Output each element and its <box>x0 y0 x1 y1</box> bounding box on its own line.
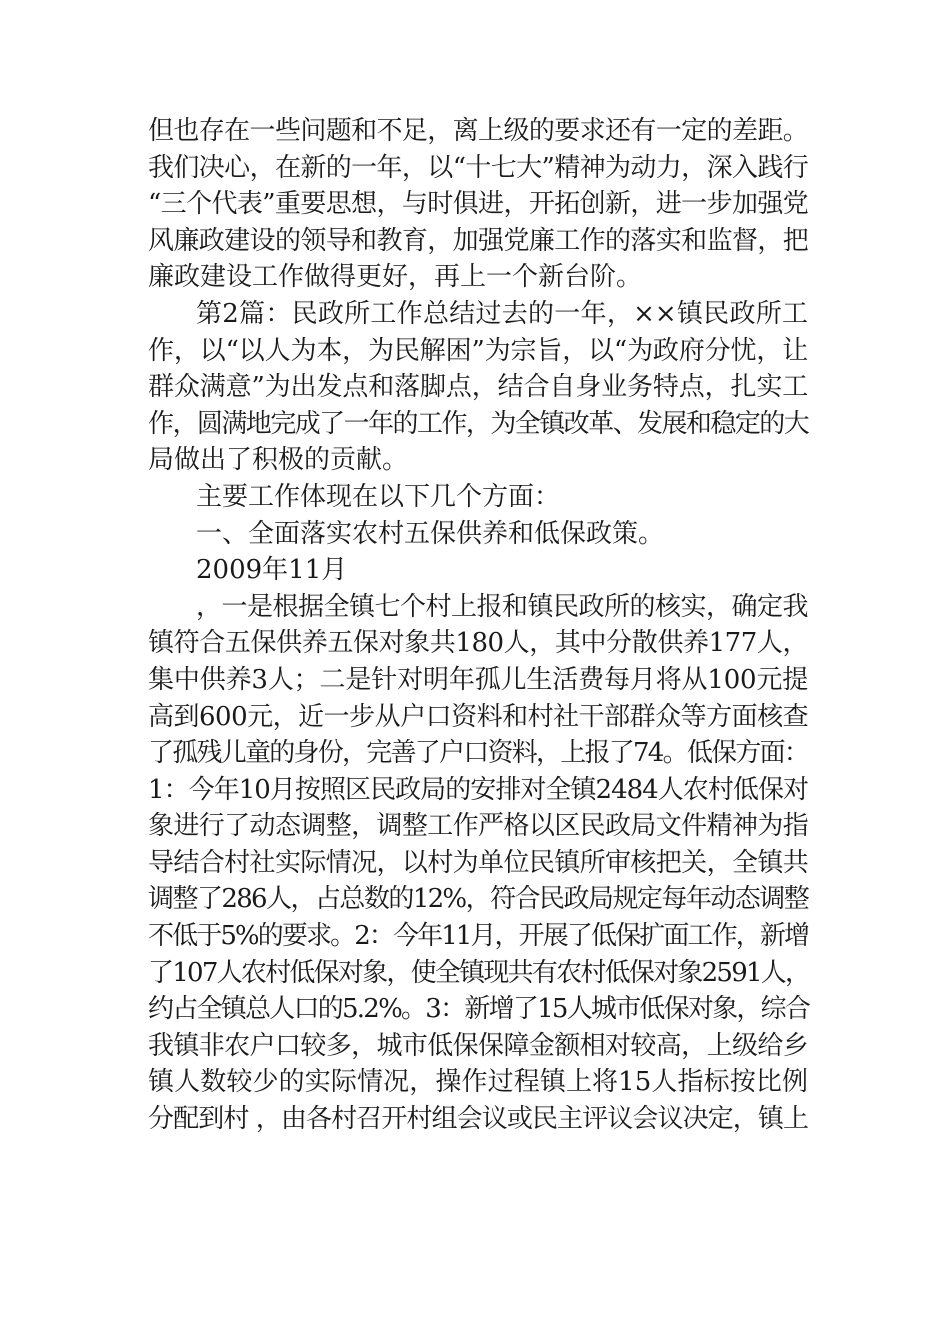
text-line: 廉政建设工作做得更好，再上一个新台阶。 <box>148 262 643 293</box>
text-line: 调整了286人，占总数的12%，符合民政局规定每年动态调整 <box>148 884 808 915</box>
text-line: 2009年11月 <box>196 555 348 586</box>
text-line: 风廉政建设的领导和教育，加强党廉工作的落实和监督，把 <box>148 225 808 256</box>
text-line: 导结合村社实际情况，以村为单位民镇所审核把关，全镇共 <box>148 847 808 878</box>
text-line: 但也存在一些问题和不足，离上级的要求还有一定的差距。 <box>148 116 808 146</box>
text-line: 象进行了动态调整，调整工作严格以区民政局文件精神为指 <box>148 811 808 842</box>
text-line: 群众满意”为出发点和落脚点，结合自身业务特点，扎实工 <box>148 372 808 403</box>
text-line: ，一是根据全镇七个村上报和镇民政所的核实，确定我 <box>196 591 809 622</box>
text-line: 了孤残儿童的身份，完善了户口资料，上报了74。低保方面： <box>148 738 809 769</box>
document-body <box>148 113 808 1138</box>
text-line: 一、全面落实农村五保供养和低保政策。 <box>196 518 665 549</box>
text-line: 不低于5%的要求。2：今年11月，开展了低保扩面工作，新增 <box>148 921 808 952</box>
text-line: 主要工作体现在以下几个方面： <box>196 481 561 512</box>
text-line: 分配到村 ，由各村召开村组会议或民主评议会议决定，镇上 <box>148 1104 808 1135</box>
text-line: 镇符合五保供养五保对象共180人，其中分散供养177人， <box>148 628 808 659</box>
text-line: 高到600元，近一步从户口资料和村社干部群众等方面核查 <box>148 701 809 732</box>
text-line: 第2篇：民政所工作总结过去的一年，××镇民政所工 <box>196 298 808 329</box>
text-line: 集中供养3人；二是针对明年孤儿生活费每月将从100元提 <box>148 664 808 695</box>
text-line: 镇人数较少的实际情况，操作过程镇上将15人指标按比例 <box>148 1067 808 1098</box>
text-line: 作，以“以人为本，为民解困”为宗旨，以“为政府分忧，让 <box>148 335 808 366</box>
text-line: 1：今年10月按照区民政局的安排对全镇2484人农村低保对 <box>148 774 808 805</box>
text-line: 约占全镇总人口的5.2%。3：新增了15人城市低保对象，综合 <box>148 994 810 1025</box>
text-line: 作，圆满地完成了一年的工作，为全镇改革、发展和稳定的大 <box>148 408 808 439</box>
text-line: “三个代表”重要思想，与时俱进，开拓创新，进一步加强党 <box>148 189 808 220</box>
text-line: 我镇非农户口较多，城市低保保障金额相对较高，上级给乡 <box>148 1030 808 1061</box>
text-line: 我们决心，在新的一年，以“十七大”精神为动力，深入践行 <box>148 152 808 183</box>
text-line: 局做出了积极的贡献。 <box>148 445 409 476</box>
text-line: 了107人农村低保对象，使全镇现共有农村低保对象2591人， <box>148 957 810 988</box>
